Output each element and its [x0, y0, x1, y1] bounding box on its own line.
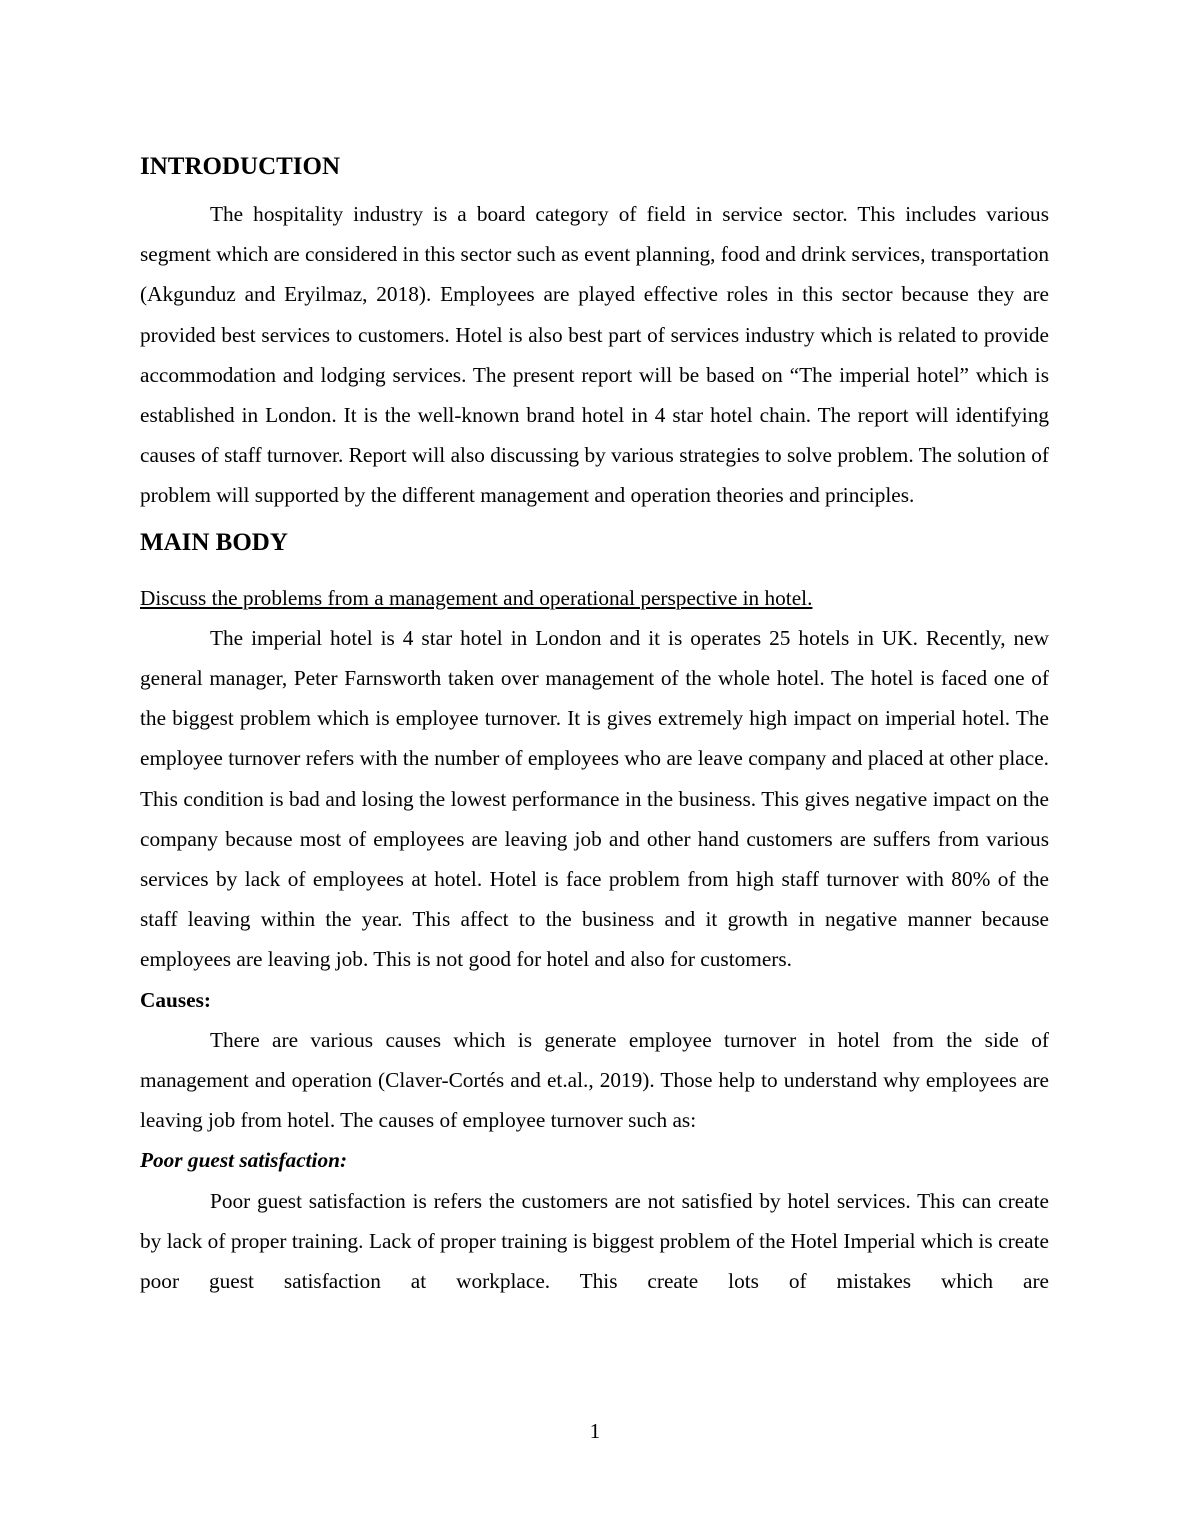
main-body-paragraph: The imperial hotel is 4 star hotel in London and it is operates 25 hotels in UK. Recently, new general manager, Peter Farnsworth taken over management of the whole hotel. The hotel is faced one of the biggest problem which is employee turnover. It is gives extremely high impact on imperial hotel. The employee turnover refers with the number of employees who are leave company and placed at other place. This condition is bad and losing the lowest performance in the business. This gives negative impact on the company because most of employees are leaving job and other hand customers are suffers from various services by lack of employees at hotel. Hotel is face problem from high staff turnover with 80% of the staff leaving within the year. This affect to the business and it growth in negative manner because employees are leaving job. This is not good for hotel and also for customers.	[140, 625, 1049, 972]
page-number: 1	[589, 1419, 601, 1443]
intro-paragraph: The hospitality industry is a board category of field in service sector. This includes various segment which are considered in this sector such as event planning, food and drink services, transportation (Akgunduz and Eryilmaz, 2018). Employees are played effective roles in this sector because they are provided best services to customers. Hotel is also best part of services industry which is related to provide accommodation and lodging services. The present report will be based on “The imperial hotel” which is established in London. It is the well-known brand hotel in 4 star hotel chain. The report will identifying causes of staff turnover. Report will also discussing by various strategies to solve problem. The solution of problem will supported by the different management and operation theories and principles.	[140, 202, 1050, 508]
causes-paragraph: There are various causes which is generate employee turnover in hotel from the side of management and operation (Claver-Cortés and et.al., 2019). Those help to understand why employees are leaving job from hotel. The causes of employee turnover such as:	[140, 1027, 1049, 1133]
document-page	[140, 150, 1049, 1301]
main-body-subheading: Discuss the problems from a management and operational perspective in hotel.	[140, 585, 813, 610]
main-body-heading: MAIN BODY	[140, 528, 288, 556]
poor-guest-paragraph: Poor guest satisfaction is refers the customers are not satisfied by hotel services. This can create by lack of proper training. Lack of proper training is biggest problem of the Hotel Imperial which is create poor guest satisfaction at workplace. This create lots of mistakes which are	[140, 1188, 1049, 1294]
intro-heading: INTRODUCTION	[140, 153, 341, 180]
causes-label: Causes:	[140, 987, 211, 1012]
poor-guest-label: Poor guest satisfaction:	[140, 1148, 348, 1173]
